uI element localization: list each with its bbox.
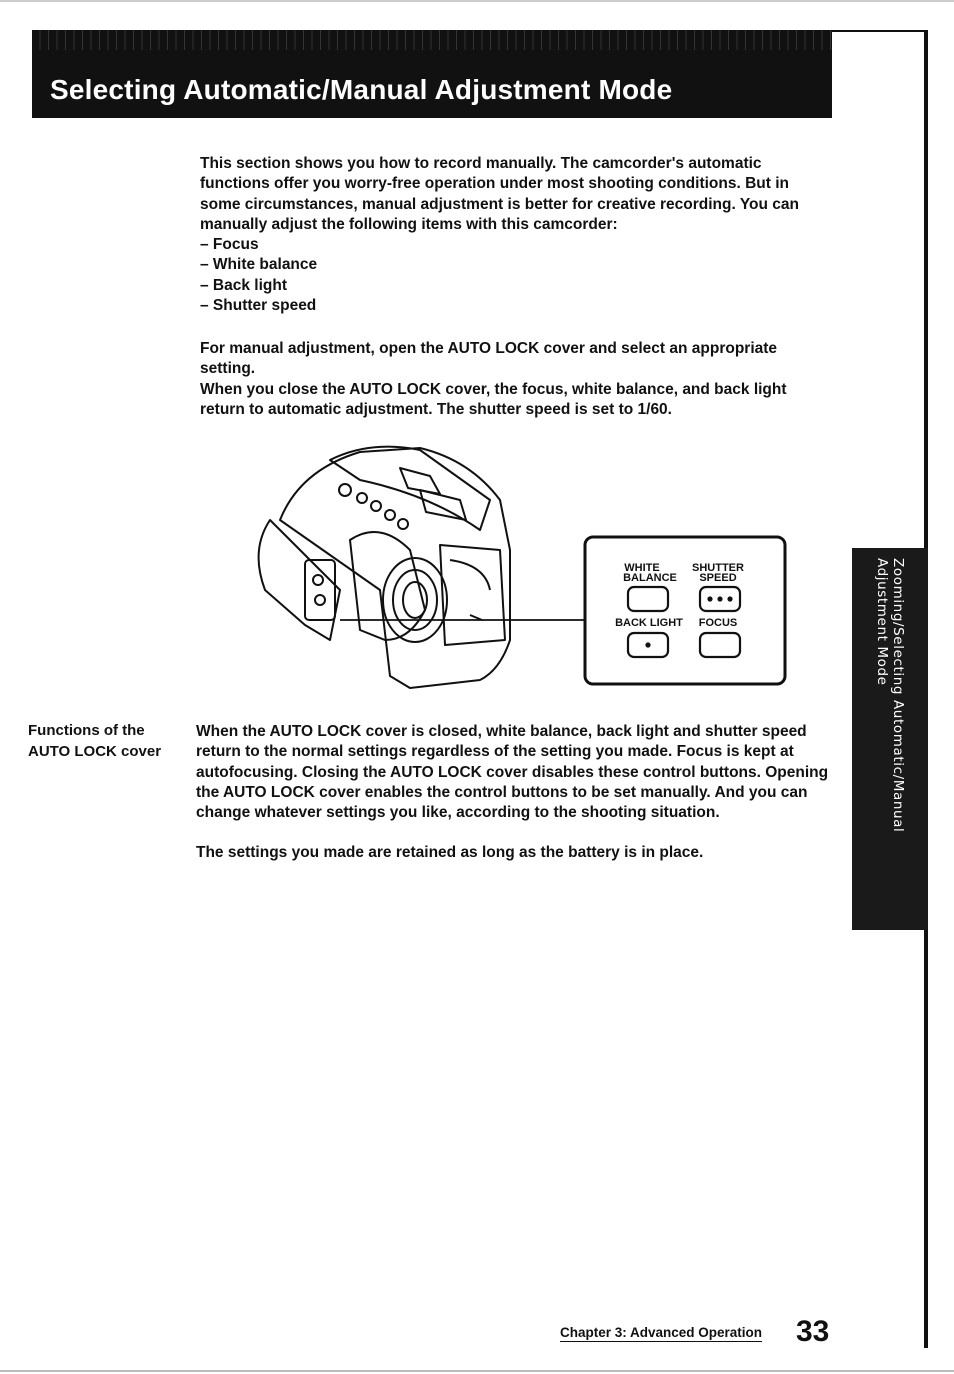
functions-section <box>196 722 830 884</box>
functions-paragraph-2: The settings you made are retained as long as the battery is in place. <box>196 844 704 862</box>
speed-label: SPEED <box>699 572 737 584</box>
banner-texture <box>32 30 832 50</box>
chapter-footer: Chapter 3: Advanced Operation <box>560 1325 763 1340</box>
bottom-rule <box>0 1370 954 1372</box>
camcorder-drawing <box>259 447 510 688</box>
list-item: – Shutter speed <box>200 297 317 315</box>
white-balance-button <box>628 587 668 611</box>
adjustable-items-list <box>200 235 830 316</box>
side-tab-label: Zooming/Selecting Automatic/Manual Adjustment Mode <box>874 558 906 833</box>
manual-paragraph-1: For manual adjustment, open the AUTO LOCK cover and select an appropriate setting. <box>200 340 778 378</box>
back-light-label: BACK LIGHT <box>615 617 683 629</box>
list-item: – Back light <box>200 276 287 294</box>
top-rule <box>0 0 954 2</box>
manual-section <box>200 339 830 420</box>
functions-heading-line1: Functions of the <box>28 722 145 739</box>
dot-icon <box>707 596 712 601</box>
camcorder-illustration <box>210 440 800 700</box>
page-title: Selecting Automatic/Manual Adjustment Mode <box>50 74 673 105</box>
frame-top-right <box>832 30 928 32</box>
manual-paragraph-2: When you close the AUTO LOCK cover, the focus, white balance, and back light return to automatic adjustment. The shutter speed is set to 1/60. <box>200 380 787 418</box>
list-item: – White balance <box>200 256 318 274</box>
white-label: WHITE <box>624 562 660 574</box>
focus-button <box>700 633 740 657</box>
list-item: – Focus <box>200 236 259 254</box>
functions-heading-line2: AUTO LOCK cover <box>28 743 162 760</box>
control-panel-box <box>585 537 785 684</box>
focus-label: FOCUS <box>698 617 738 629</box>
title-banner <box>32 30 832 118</box>
dot-icon <box>645 642 650 647</box>
functions-paragraph-1: When the AUTO LOCK cover is closed, white balance, back light and shutter speed return to the normal settings regardless of the setting you made. Focus is kept at autofocusing. Closing the AUTO LOCK cover disables these control buttons. Opening the AUTO LOCK cover enables the control buttons to be set manually. And you can change whatever settings you like, according to the shooting situation. <box>196 723 829 822</box>
intro-paragraph: This section shows you how to record manually. The camcorder's automatic functions offer you worry-free operation under most shooting conditions. But in some circumstances, manual adjustment is better for creative recording. You can manually adjust the following items with this camcorder: <box>200 155 799 233</box>
intro-section <box>200 154 830 316</box>
dot-icon <box>717 596 722 601</box>
functions-heading <box>28 720 188 762</box>
shutter-label: SHUTTER <box>692 562 744 574</box>
page-number: 33 <box>796 1315 830 1348</box>
chapter-side-tab <box>852 548 928 930</box>
camcorder-figure <box>210 440 800 700</box>
dot-icon <box>727 596 732 601</box>
balance-label: BALANCE <box>623 572 677 584</box>
